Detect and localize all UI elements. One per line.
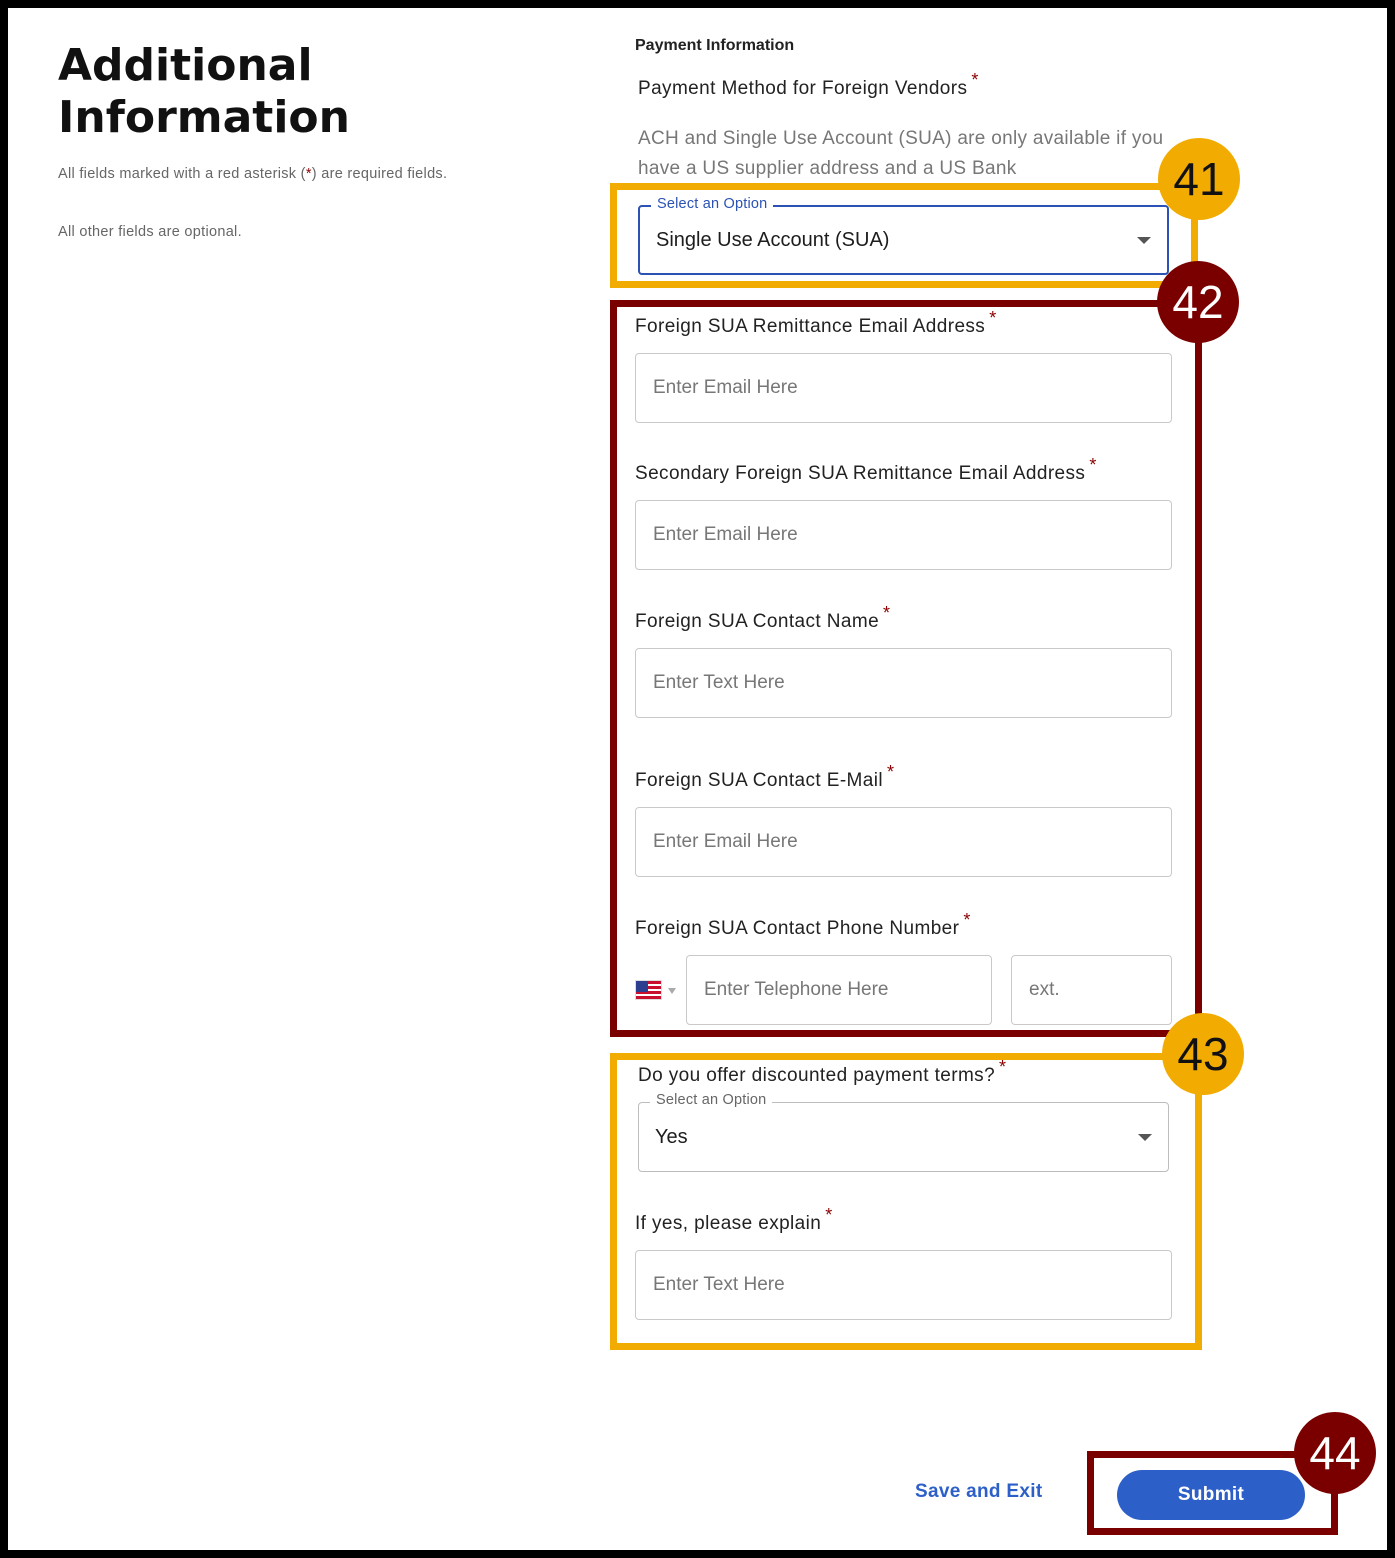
save-and-exit-button[interactable]: Save and Exit: [915, 1481, 1043, 1502]
discount-explain-label: If yes, please explain *: [635, 1205, 833, 1234]
optional-fields-note: All other fields are optional.: [58, 224, 242, 240]
select-legend: Select an Option: [650, 1092, 772, 1108]
payment-method-label: Payment Method for Foreign Vendors *: [638, 70, 979, 99]
select-value: Single Use Account (SUA): [656, 228, 890, 251]
contact-phone-label: Foreign SUA Contact Phone Number *: [635, 910, 971, 939]
select-value: Yes: [655, 1125, 688, 1148]
remit-email-label: Foreign SUA Remittance Email Address *: [635, 308, 997, 337]
submit-button[interactable]: Submit: [1117, 1470, 1305, 1520]
annotation-badge-42: 42: [1157, 261, 1239, 343]
discount-terms-label: Do you offer discounted payment terms? *: [638, 1057, 1007, 1086]
annotation-box-41: [610, 183, 1198, 288]
section-title-payment: Payment Information: [635, 37, 795, 54]
discount-explain-input[interactable]: Enter Text Here: [635, 1250, 1172, 1320]
secondary-email-input[interactable]: Enter Email Here: [635, 500, 1172, 570]
payment-method-help: ACH and Single Use Account (SUA) are only available if you have a US supplier address and a US Bank: [638, 128, 1164, 179]
page-title: Additional Information: [58, 40, 350, 143]
required-fields-note: All fields marked with a red asterisk (*) are required fields.: [58, 166, 448, 182]
annotation-badge-43: 43: [1162, 1013, 1244, 1095]
contact-phone-input[interactable]: Enter Telephone Here: [686, 955, 992, 1025]
remit-email-input[interactable]: Enter Email Here: [635, 353, 1172, 423]
contact-name-input[interactable]: Enter Text Here: [635, 648, 1172, 718]
contact-email-input[interactable]: Enter Email Here: [635, 807, 1172, 877]
annotation-badge-41: 41: [1158, 138, 1240, 220]
secondary-email-label: Secondary Foreign SUA Remittance Email Address *: [635, 455, 1097, 484]
contact-email-label: Foreign SUA Contact E-Mail *: [635, 762, 895, 791]
required-asterisk: *: [305, 166, 312, 182]
annotation-badge-44: 44: [1294, 1412, 1376, 1494]
contact-name-label: Foreign SUA Contact Name *: [635, 603, 891, 632]
select-legend: Select an Option: [651, 196, 773, 212]
annotation-box-42: [610, 300, 1202, 1037]
annotation-box-43: [610, 1053, 1202, 1350]
phone-ext-input[interactable]: ext.: [1011, 955, 1172, 1025]
